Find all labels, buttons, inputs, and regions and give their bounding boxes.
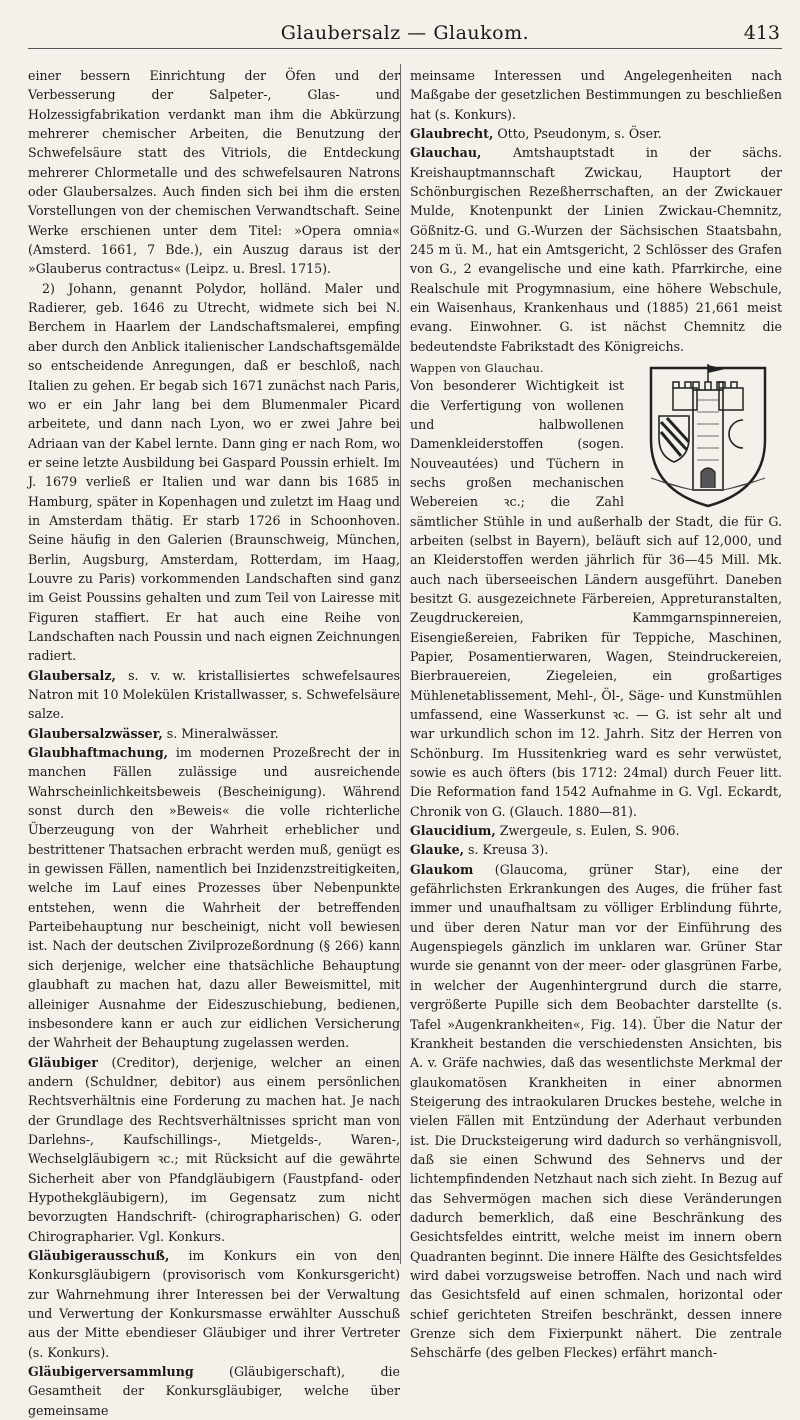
entry-glaeubigerversammlung: [28, 1362, 400, 1420]
entry-text: einer bessern Einrichtung der Öfen und der Verbesserung der Salpeter-, Glas- und Holzessigfabrikation verdankt man ihm die Abkürzung mehrerer chemischer Arbeiten, die Benutzung der Schwefelsäure statt des Vitriols, die Entdeckung mehrerer Chlormetalle und des schwefelsauren Natrons oder Glaubersalzes. Auch finden sich bei ihm die ersten Vorstellungen von der chemischen Verwandtschaft. Seine Werke erschienen unter dem Titel: »Opera omnia« (Amsterd. 1661, 7 Bde.), ein Auszug daraus ist der »Glauberus contractus« (Leipz. u. Bresl. 1715).: [28, 68, 400, 277]
entry-headword: Glaubersalzwässer,: [28, 725, 163, 741]
entry-headword: Glauchau,: [410, 145, 482, 161]
entry-continuation: [410, 66, 782, 124]
crest-caption: Wappen von Glauchau.: [410, 362, 544, 376]
left-column: [28, 66, 400, 1420]
entry-glaubersalzwaesser: [28, 724, 400, 743]
entry-glaeubiger: [28, 1053, 400, 1246]
entry-glauke: [410, 840, 782, 859]
entry-glaucidium: [410, 821, 782, 840]
entry-glaubhaftmachung: [28, 743, 400, 1053]
entry-text: Amtshauptstadt in der sächs. Kreishauptmannschaft Zwickau, Hauptort der Schönburgischen Rezeßherrschaften, an der Zwickauer Mulde, Knotenpunkt der Linien Zwickau-Chemnitz, Gößnitz-G. und G.-Wurzen der Sächsischen Staatsbahn, 245 m ü. M., hat ein Amtsgericht, 2 Schlösser des Grafen von G., 2 evangelische und eine kath. Pfarrkirche, eine Realschule mit Progymnasium, eine höhere Webschule, ein Waisenhaus, Krankenhaus und (1885) 21,661 meist evang. Einwohner. G. ist nächst Chemnitz die bedeutendste Fabrikstadt des Königreichs.: [410, 145, 782, 354]
entry-text: 2) Johann, genannt Polydor, holländ. Maler und Radierer, geb. 1646 zu Utrecht, widmete sich bei N. Berchem in Haarlem der Landschaftsmalerei, empfing aber durch den Anblick italienischer Landschaftsgemälde so entscheidende Anregungen, daß er beschloß, nach Italien zu gehen. Er begab sich 1671 zunächst nach Paris, wo er ein Jahr lang bei dem Blumenmaler Picard arbeitete, und dann nach Lyon, wo er zwei Jahre bei Adriaan van der Kabel lernte. Dann ging er nach Rom, wo er seine letzte Ausbildung bei Gaspard Poussin erhielt. Im J. 1679 verließ er Italien und war dann bis 1685 in Hamburg, später in Kopenhagen und zuletzt im Haag und in Amsterdam thätig. Er starb 1726 in Schoonhoven. Seine häufig in den Galerien (Braunschweig, München, Berlin, Augsburg, Amsterdam, Rotterdam, im Haag, Louvre zu Paris) vorkommenden Landschaften sind ganz im Geist Poussins gehalten und zum Teil von Lairesse mit Figuren staffiert. Er hat auch eine Reihe von Landschaften nach Poussin und nach eignen Zeichnungen radiert.: [28, 280, 400, 664]
entry-subentry: [28, 279, 400, 666]
page-header: [28, 8, 782, 49]
entry-headword: Glaukom: [410, 861, 474, 877]
entry-text: meinsame Interessen und Angelegenheiten nach Maßgabe der gesetzlichen Bestimmungen zu beschließen hat (s. Konkurs).: [410, 68, 782, 122]
entry-headword: Gläubigerversammlung: [28, 1364, 194, 1380]
entry-text: im modernen Prozeßrecht der in manchen Fällen zulässige und ausreichende Wahrscheinlichkeitsbeweis (Bescheinigung). Während sonst durch den »Beweis« die volle richterliche Überzeugung von der Wahrheit erheblicher und bestrittener Thatsachen erbracht werden muß, genügt es in gewissen Fällen, namentlich bei Inzidenzstreitigkeiten, welche im Lauf eines Prozesses über Nebenpunkte entstehen, wenn die Wahrheit der betreffenden Parteibehauptung nur bescheinigt, nicht voll bewiesen ist. Nach der deutschen Zivilprozeßordnung (§ 266) kann sich derjenige, welcher eine thatsächliche Behauptung glaubhaft zu machen hat, dazu aller Beweismittel, mit alleiniger Ausnahme der Eideszuschiebung, bedienen, insbesondere kann er auch zur eidlichen Versicherung der Wahrheit der Behauptung zugelassen werden.: [28, 745, 400, 1051]
entry-text: Otto, Pseudonym, s. Öser.: [493, 126, 662, 142]
entry-headword: Glaubrecht,: [410, 126, 494, 142]
entry-glaubrecht: [410, 124, 782, 143]
coat-of-arms-icon: [643, 360, 773, 510]
entry-text: s. Kreusa 3).: [463, 842, 549, 858]
entry-text: im Konkurs ein von den Konkursgläubigern (provisorisch vom Konkursgericht) zur Wahrnehmung ihrer Interessen bei der Verwaltung und Verwertung der Konkursmasse erwählter Ausschuß aus der Mitte ebendieser Gläubiger und ihrer Vertreter (s. Konkurs).: [28, 1247, 400, 1360]
crest-figure: [634, 360, 782, 510]
entry-glauchau: [410, 143, 782, 356]
entry-glaubersalz: [28, 666, 400, 724]
entry-headword: Glauke,: [410, 842, 464, 858]
entry-glaukom: [410, 860, 782, 1363]
entry-headword: Glaubhaftmachung,: [28, 745, 169, 761]
entry-headword: Glaubersalz,: [28, 667, 116, 683]
running-head: Glaubersalz — Glaukom.: [280, 22, 530, 44]
entry-text: s. Mineralwässer.: [162, 725, 279, 741]
entry-text: Zwergeule, s. Eulen, S. 906.: [495, 823, 680, 839]
entry-continuation: [28, 66, 400, 279]
entry-headword: Glaucidium,: [410, 823, 496, 839]
entry-text: s. v. w. kristallisiertes schwefelsaures Natron mit 10 Molekülen Kristallwasser, s. Schwefelsäure salze.: [28, 667, 400, 722]
column-divider: [400, 64, 401, 1264]
right-column: [410, 66, 782, 1363]
entry-headword: Gläubigerausschuß,: [28, 1247, 170, 1263]
page-number: 413: [743, 22, 780, 44]
entry-text: (Gläubigerschaft), die Gesamtheit der Konkursgläubiger, welche über gemeinsame: [28, 1364, 400, 1418]
entry-text: (Creditor), derjenige, welcher an einen andern (Schuldner, debitor) aus einem persönlichen Rechtsverhältnis eine Forderung zu machen hat. Je nach der Grundlage des Rechtsverhältnisses spricht man von Darlehns-, Kaufschillings-, Mietgelds-, Waren-, Wechselgläubigern ꝛc.; mit Rücksicht auf die gewährte Sicherheit aber von Pfandgläubigern (Faustpfand- oder Hypothekgläubigern), im Gegensatz zum nicht bevorzugten Handschrift- (chirographarischen) G. oder Chirographarier. Vgl. Konkurs.: [28, 1054, 400, 1244]
entry-glaeubigerausschuss: [28, 1246, 400, 1362]
entry-text: (Glaucoma, grüner Star), eine der gefährlichsten Erkrankungen des Auges, die früher fast immer und unaufhaltsam zu völliger Erblindung führte, und über deren Natur man vor der Einführung des Augenspiegels gänzlich im unklaren war. Grüner Star wurde sie genannt von der meer- oder glasgrünen Farbe, in welcher der Augenhintergrund durch die starre, vergrößerte Pupille sich dem Beobachter darstellte (s. Tafel »Augenkrankheiten«, Fig. 14). Über die Natur der Krankheit bestanden die verschiedensten Ansichten, bis A. v. Gräfe nachwies, daß das wesentlichste Merkmal der glaukomatösen Krankheiten in einer abnormen Steigerung des intraokularen Druckes bestehe, welche in vielen Fällen mit Entzündung der Aderhaut verbunden ist. Die Drucksteigerung wird dadurch so verhängnisvoll, daß sie einen Schwund des Sehnervs und der lichtempfindenden Netzhaut nach sich zieht. In Bezug auf das Sehvermögen machen sich diese Veränderungen dadurch bemerklich, daß eine Beschränkung des Gesichtsfeldes eintritt, welche meist im innern obern Quadranten beginnt. Die innere Hälfte des Gesichtsfeldes wird dabei vorzugsweise betroffen. Nach und nach wird das Gesichtsfeld auf einen schmalen, horizontal oder schief gerichteten Streifen beschränkt, dessen innere Grenze sich dem Fixierpunkt nähert. Die zentrale Sehschärfe (des gelben Fleckes) erfährt manch-: [410, 861, 782, 1361]
entry-headword: Gläubiger: [28, 1054, 98, 1070]
entry-text: Von besonderer Wichtigkeit ist die Verfertigung von wollenen und halbwollenen Damenkleiderstoffen (sogen. Nouveautées) und Tüchern in sechs großen mechanischen Webereien ꝛc.; die Zahl sämtlicher Stühle in und außerhalb der Stadt, die für G. arbeiten (selbst in Bayern), beläuft sich auf 12,000, und an Kleiderstoffen werden jährlich für 36—45 Mill. Mk. auch nach überseeischen Ländern ausgeführt. Daneben besitzt G. ausgezeichnete Färbereien, Appreturanstalten, Zeugdruckereien, Kammgarnspinnereien, Eisengießereien, Fabriken für Teppiche, Maschinen, Papier, Posamentierwaren, Wagen, Steindruckereien, Bierbrauereien, Ziegeleien, ein großartiges Mühlenetablissement, Mehl-, Öl-, Säge- und Kunstmühlen umfassend, eine Wasserkunst ꝛc. — G. ist sehr alt und war urkundlich schon im 12. Jahrh. Sitz der Herren von Schönburg. Im Hussitenkrieg ward es sehr verwüstet, sowie es auch öfters (bis 1712: 24mal) durch Feuer litt. Die Reformation fand 1542 Aufnahme in G. Vgl. Eckardt, Chronik von G. (Glauch. 1880—81).: [410, 378, 782, 819]
